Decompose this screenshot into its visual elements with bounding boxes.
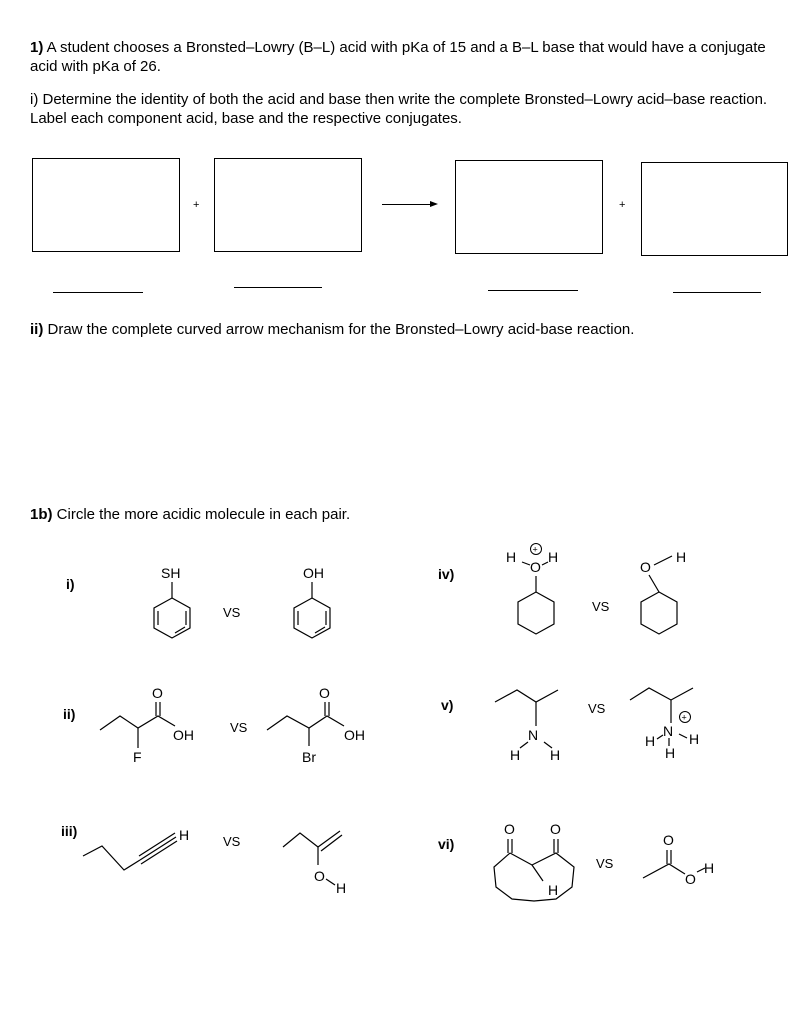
label-blank-4[interactable] — [673, 292, 761, 293]
pair-label-iv: iv) — [438, 566, 455, 582]
oh-group-text: OH — [173, 727, 194, 743]
alkyne-h-text: H — [179, 827, 190, 843]
oxonium-oxygen-text: O — [530, 559, 541, 575]
charge-sign-text: + — [532, 544, 538, 555]
answer-box-base[interactable] — [214, 158, 362, 252]
molecule-fluoro-acid[interactable] — [95, 680, 215, 770]
chain-bonds — [267, 702, 344, 746]
part-ii-text: Draw the complete curved arrow mechanism for the Bronsted–Lowry acid-base reaction. — [43, 321, 635, 338]
molecule-cyclic-diketone[interactable] — [488, 815, 588, 910]
molecule-phenol[interactable] — [275, 560, 355, 660]
amine-h2-text: H — [550, 747, 561, 763]
oxonium-h1-text: H — [506, 549, 517, 565]
pair-label-ii: ii) — [63, 706, 76, 722]
molecule-bromo-acid[interactable] — [262, 680, 392, 770]
carbonyl-oxygen-text: O — [663, 832, 674, 848]
ammonium-nitrogen-text: N — [663, 723, 674, 739]
chain-bonds — [495, 690, 558, 748]
molecule-thiophenol[interactable] — [130, 560, 210, 660]
question-1-part-ii — [30, 321, 634, 338]
plus-sign-1: + — [193, 199, 200, 211]
charge-sign-text: + — [681, 712, 687, 723]
pair-label-i: i) — [66, 576, 75, 592]
pair-label-v: v) — [441, 697, 454, 713]
chain-bonds — [100, 702, 175, 748]
acid-h-text: H — [704, 860, 715, 876]
fluorine-text: F — [133, 749, 142, 765]
carbonyl-oxygen-text: O — [319, 685, 330, 701]
amine-nitrogen-text: N — [528, 727, 539, 743]
oh-group-text: OH — [344, 727, 365, 743]
carbonyl-oxygen-text: O — [152, 685, 163, 701]
ammonium-h3-text: H — [665, 745, 676, 761]
question-1b-text: Circle the more acidic molecule in each pair. — [52, 506, 351, 523]
enol-oxygen-text: O — [314, 868, 325, 884]
part-ii-label: ii) — [30, 321, 44, 338]
bromine-text: Br — [302, 749, 316, 765]
vs-label-i: VS — [223, 605, 241, 620]
answer-box-conjugate-base[interactable] — [455, 160, 603, 254]
question-1-number: 1) — [30, 39, 44, 56]
chain-bonds — [283, 831, 342, 885]
reaction-arrow-head — [430, 201, 438, 207]
pair-label-iii: iii) — [61, 823, 78, 839]
oh-group-text: OH — [303, 565, 324, 581]
molecule-terminal-alkyne[interactable] — [78, 820, 198, 880]
ammonium-h1-text: H — [645, 733, 656, 749]
sh-group-text: SH — [161, 565, 181, 581]
enol-h-text: H — [336, 880, 347, 896]
benzene-ring-bonds — [154, 582, 190, 638]
ring-bonds — [494, 839, 574, 901]
cyclohexanol-oxygen-text: O — [640, 559, 651, 575]
ketone-oxygen-2-text: O — [550, 821, 561, 837]
hydroxyl-oxygen-text: O — [685, 871, 696, 887]
molecule-amine[interactable] — [490, 682, 590, 772]
cyclohexanol-h-text: H — [676, 549, 687, 565]
question-1b — [30, 506, 350, 523]
pair-label-vi: vi) — [438, 836, 455, 852]
plus-sign-2: + — [619, 199, 626, 211]
reaction-arrow — [382, 204, 432, 205]
question-1-body: A student chooses a Bronsted–Lowry (B–L) acid with pKa of 15 and a B–L base that would have a conjugate acid with pKa of 26. — [30, 39, 766, 75]
label-blank-2[interactable] — [234, 287, 322, 288]
alpha-h-text: H — [548, 882, 559, 898]
vs-label-v: VS — [588, 701, 606, 716]
molecule-cyclohexanol[interactable] — [620, 540, 700, 650]
question-1-part-i: i) Determine the identity of both the acid and base then write the complete Bronsted–Lowry acid–base reaction. Label each component acid, base and the respective conjugates. — [30, 91, 768, 127]
chain-bonds — [83, 833, 177, 870]
molecule-oxonium-cyclohexane[interactable] — [500, 540, 575, 650]
vs-label-iii: VS — [223, 834, 241, 849]
question-1-text — [30, 38, 790, 76]
answer-box-acid[interactable] — [32, 158, 180, 252]
ketone-oxygen-1-text: O — [504, 821, 515, 837]
answer-box-conjugate-acid[interactable] — [641, 162, 788, 256]
vs-label-ii: VS — [230, 720, 248, 735]
label-blank-1[interactable] — [53, 292, 143, 293]
molecule-enol[interactable] — [278, 825, 368, 900]
amine-h1-text: H — [510, 747, 521, 763]
vs-label-vi: VS — [596, 856, 614, 871]
molecule-acetic-acid[interactable] — [635, 828, 725, 898]
label-blank-3[interactable] — [488, 290, 578, 291]
benzene-ring-bonds — [294, 582, 330, 638]
question-1b-label: 1b) — [30, 506, 53, 523]
vs-label-iv: VS — [592, 599, 610, 614]
molecule-ammonium[interactable] — [625, 668, 715, 763]
ammonium-h2-text: H — [689, 731, 700, 747]
oxonium-h2-text: H — [548, 549, 559, 565]
